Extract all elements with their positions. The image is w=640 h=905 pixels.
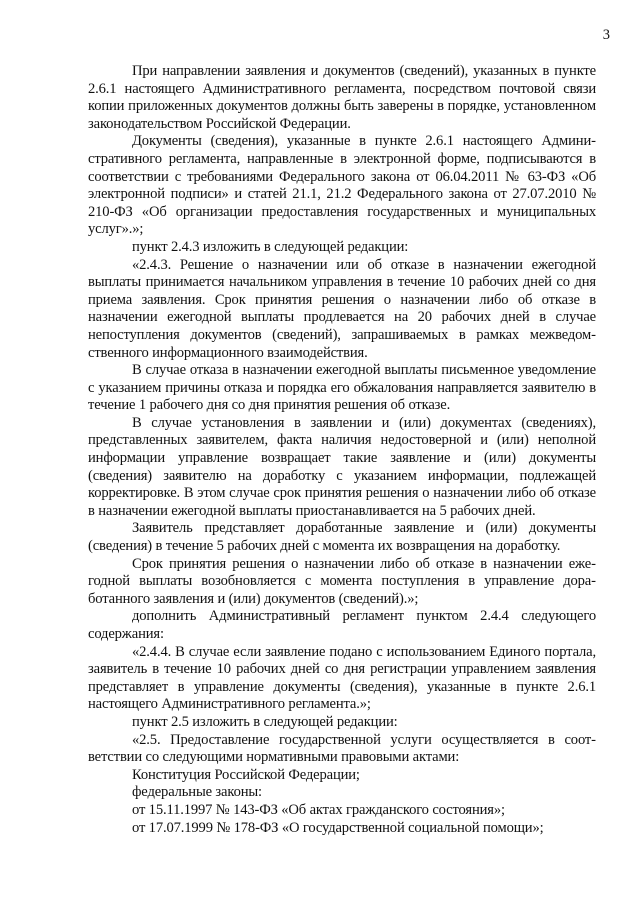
list-item-constitution: Конституция Российской Федерации;: [132, 766, 360, 783]
list-item-federal-laws: федеральные законы:: [132, 784, 262, 801]
paragraph-clause-2-4-3: «2.4.3. Решение о назначении или об отказе в назначении ежегодной выплаты принимается начальником управления в течение 10 рабочих дней со дня приема заявления. Срок принятия решения о назначении либо об отказе в назначении ежегодной выплаты продлевается на 20 рабочих дней в случае непоступления документов (сведений), запрашиваемых в рамках межведомственного информационного взаимодействия.: [88, 256, 596, 361]
paragraph-mail-submission: При направлении заявления и документов (сведений), указанных в пункте 2.6.1 настоящего Административного регламента, посредством почтовой связи копии приложенных документов должны быть заверены в порядке, установленном законодательством Российской Федерации.: [88, 63, 596, 132]
paragraph-resubmission: Заявитель представляет доработанные заявление и (или) документы (сведения) в течение 5 рабочих дней с момента их возвращения на доработку.: [88, 520, 596, 555]
paragraph-clause-2-4-4: «2.4.4. В случае если заявление подано с использованием Единого портала, заявитель в течение 10 рабочих дней со дня регистрации управлением заявления представляет в управление документы (сведения), указанные в пункте 2.6.1 настоящего Административного регламента.»;: [88, 643, 596, 713]
paragraph-amend-2-5: пункт 2.5 изложить в следующей редакции:: [132, 713, 398, 730]
paragraph-amend-2-4-3: пункт 2.4.3 изложить в следующей редакции:: [132, 238, 409, 255]
paragraph-add-2-4-4: дополнить Административный регламент пунктом 2.4.4 следующего содержания:: [88, 608, 596, 642]
paragraph-electronic-documents: Документы (сведения), указанные в пункте 2.6.1 настоящего Административного регламента, направленные в электронной форме, подписываются в соответствии с требованиями Федерального закона от 06.04.2011 № 63-ФЗ «Об электронной подписи» и статей 21.1, 21.2 Федерального закона от 27.07.2010 № 210-ФЗ «Об организации предоставления государственных и муниципальных услуг».»;: [88, 133, 596, 238]
paragraph-inaccurate-info: В случае установления в заявлении и (или) документах (сведениях), представленных заявителем, факта наличия недостоверной и (или) неполной информации управление возвращает такие заявление и (или) документы (сведения) заявителю на доработку с указанием информации, подлежащей корректировке. В этом случае срок принятия решения о назначении либо об отказе в назначении ежегодной выплаты приостанавливается на 5 рабочих дней.: [88, 414, 596, 519]
document-body: [88, 63, 596, 837]
list-item-law-178: от 17.07.1999 № 178-ФЗ «О государственной социальной помощи»;: [132, 819, 544, 836]
paragraph-resume-term: Срок принятия решения о назначении либо об отказе в назначении ежегодной выплаты возобновляется с момента поступления в управление доработанного заявления и (или) документов (сведений).»;: [88, 555, 596, 607]
list-item-law-143: от 15.11.1997 № 143-ФЗ «Об актах гражданского состояния»;: [132, 801, 505, 818]
page-number: 3: [602, 27, 610, 43]
paragraph-clause-2-5: «2.5. Предоставление государственной услуги осуществляется в соответствии со следующими нормативными правовыми актами:: [88, 731, 596, 766]
paragraph-refusal-notice: В случае отказа в назначении ежегодной выплаты письменное уведомление с указанием причины отказа и порядка его обжалования направляется заявителю в течение 1 рабочего дня со дня принятия решения об отказе.: [88, 362, 596, 414]
